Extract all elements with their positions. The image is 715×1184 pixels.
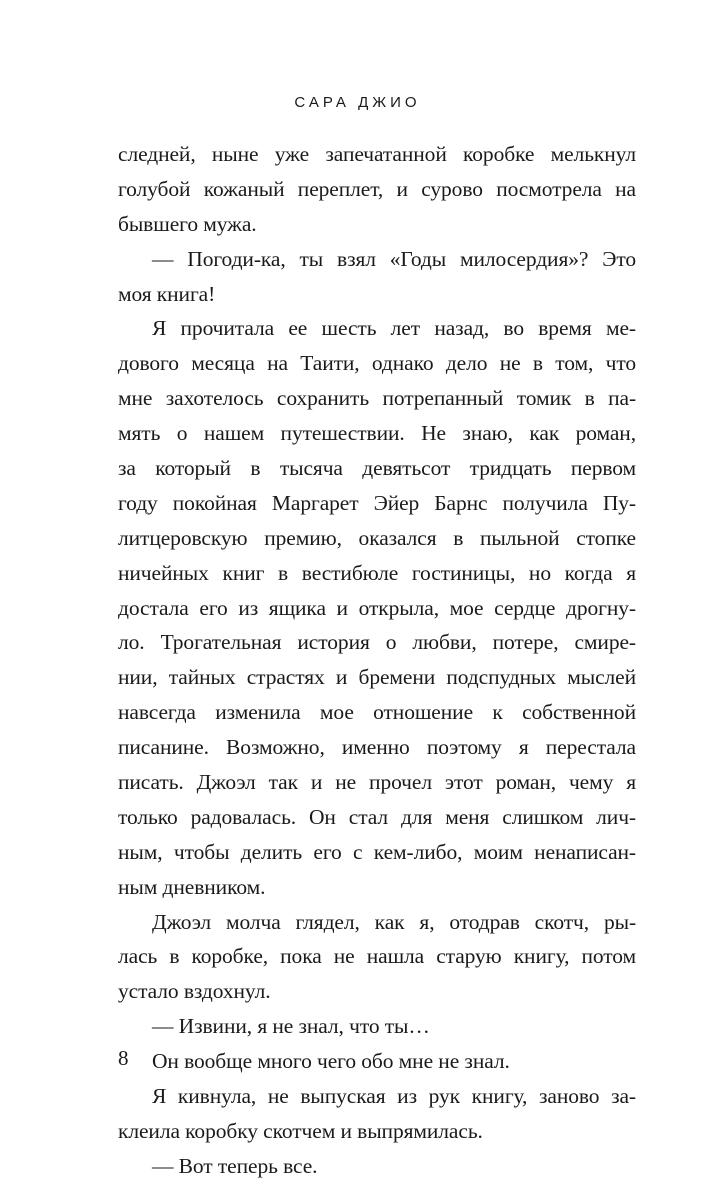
- text-line: писать. Джоэл так и не прочел этот роман, чему я: [118, 770, 636, 795]
- text-line: дового месяца на Таити, однако дело не в том, что: [118, 351, 636, 376]
- text-line: устало вздохнул.: [118, 979, 271, 1004]
- text-line: — Вот теперь все.: [152, 1153, 318, 1178]
- text-line: только радовалась. Он стал для меня слишком лич-: [118, 804, 636, 829]
- text-line: моя книга!: [118, 281, 216, 306]
- text-line: ным, чтобы делить его с кем-либо, моим ненаписан-: [118, 839, 636, 864]
- text-line: Джоэл молча глядел, как я, отодрав скотч, ры-: [152, 909, 636, 934]
- text-line: навсегда изменила мое отношение к собственной: [118, 700, 636, 725]
- text-line: достала его из ящика и открыла, мое сердце дрогну-: [118, 595, 636, 620]
- text-line: ло. Трогательная история о любви, потере, смире-: [118, 630, 636, 655]
- text-line: следней, ныне уже запечатанной коробке мелькнул: [118, 142, 636, 166]
- text-line: за который в тысяча девятьсот тридцать первом: [118, 456, 636, 481]
- text-line: Я кивнула, не выпуская из рук книгу, заново за-: [152, 1084, 636, 1109]
- running-header: САРА ДЖИО: [294, 94, 421, 111]
- text-line: ничейных книг в вестибюле гостиницы, но когда я: [118, 560, 636, 585]
- text-line: — Погоди-ка, ты взял «Годы милосердия»? Это: [152, 246, 636, 271]
- text-line: мять о нашем путешествии. Не знаю, как роман,: [118, 421, 636, 446]
- text-line: году покойная Маргарет Эйер Барнс получила Пу-: [118, 490, 636, 515]
- text-line: ным дневником.: [118, 874, 266, 899]
- text-line: клеила коробку скотчем и выпрямилась.: [118, 1118, 483, 1143]
- page-number: 8: [118, 1046, 129, 1070]
- text-line: литцеровскую премию, оказался в пыльной стопке: [118, 525, 636, 550]
- text-line: голубой кожаный переплет, и сурово посмотрела на: [118, 176, 636, 201]
- text-line: — Извини, я не знал, что ты…: [152, 1014, 430, 1039]
- text-line: лась в коробке, пока не нашла старую книгу, потом: [118, 944, 636, 969]
- text-line: мне захотелось сохранить потрепанный томик в па-: [118, 386, 636, 411]
- text-line: бывшего мужа.: [118, 211, 257, 236]
- text-line: писанине. Возможно, именно поэтому я перестала: [118, 735, 636, 760]
- text-line: нии, тайных страстях и бремени подспудных мыслей: [118, 665, 636, 690]
- page-body: [118, 137, 636, 1184]
- text-line: Он вообще много чего обо мне не знал.: [152, 1049, 510, 1074]
- text-line: Я прочитала ее шесть лет назад, во время ме-: [152, 316, 636, 341]
